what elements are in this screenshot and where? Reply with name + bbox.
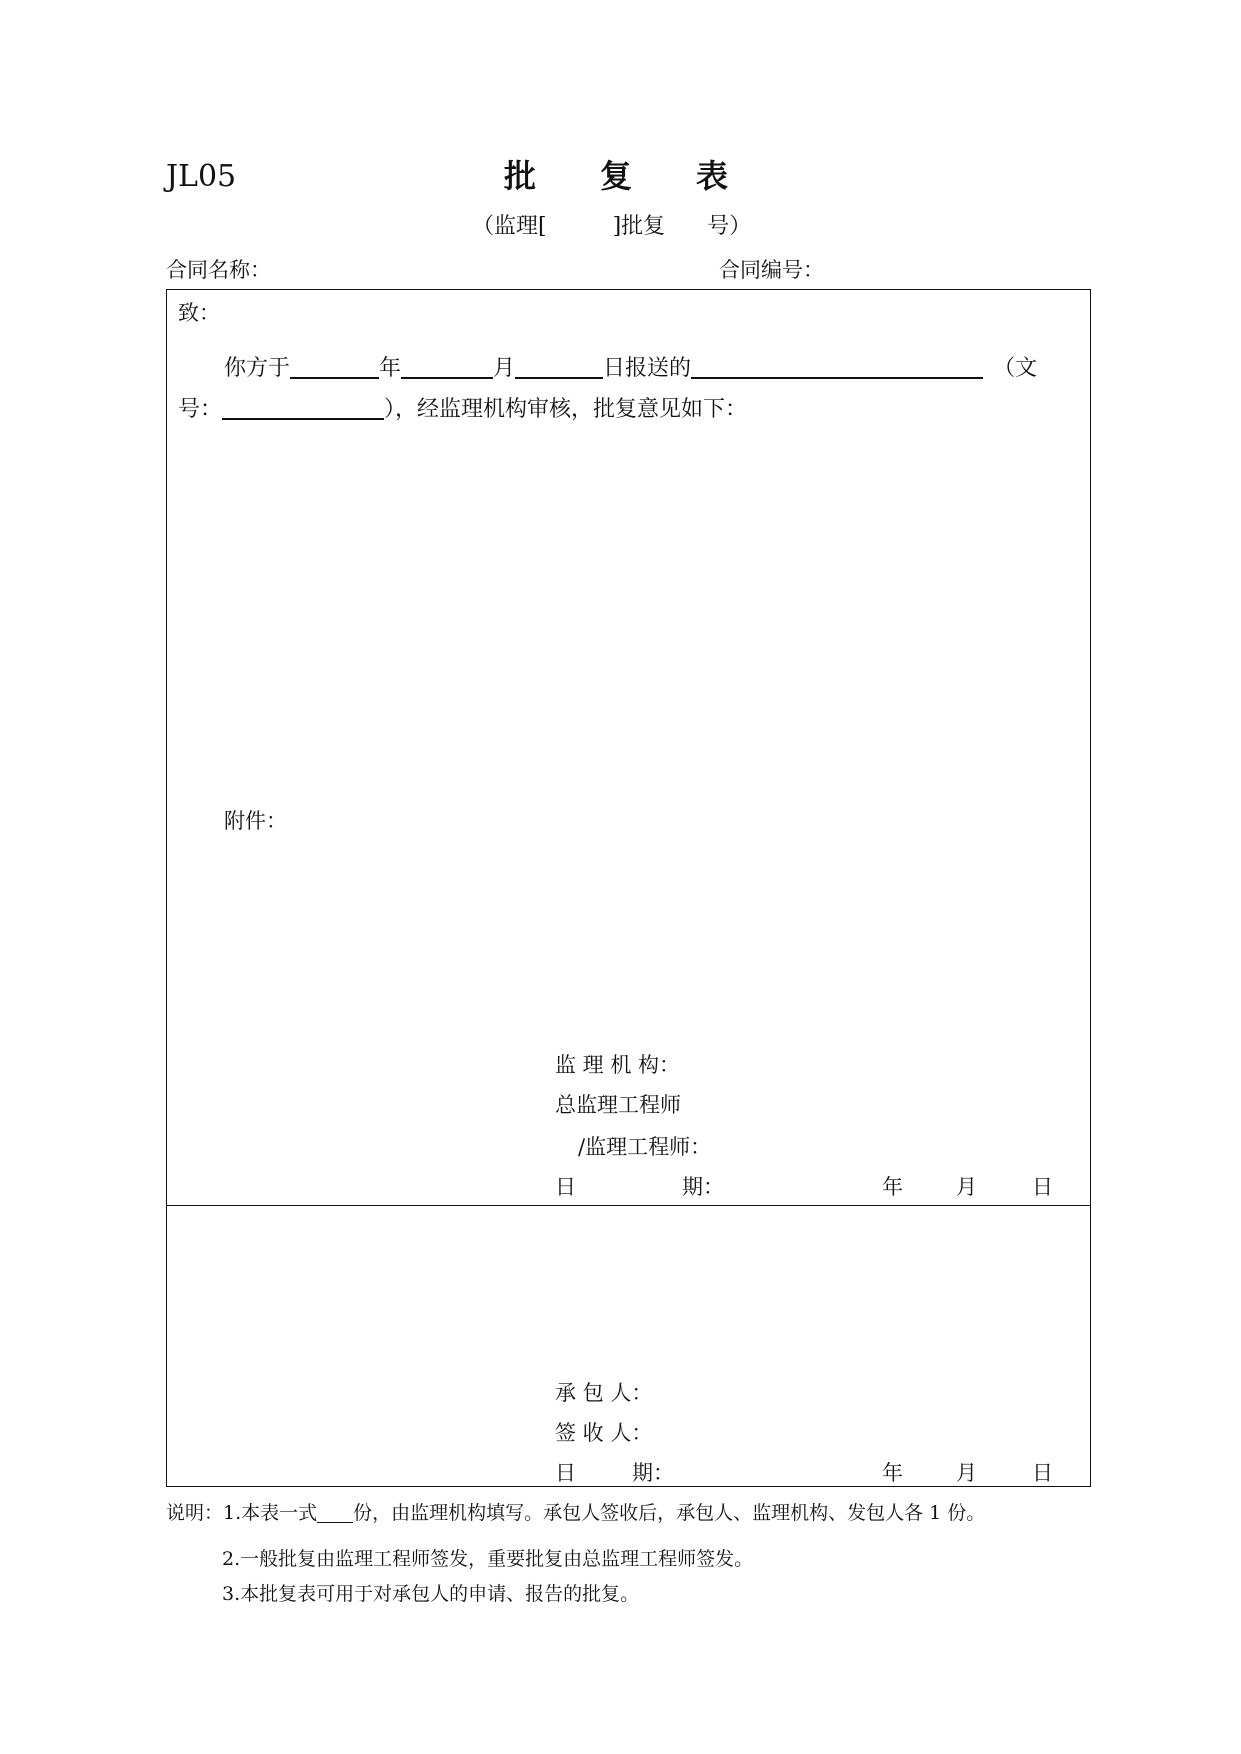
- document-number-line: [472, 214, 751, 240]
- contractor-label: 承 包 人：: [555, 1381, 653, 1405]
- note-1-prefix: 说明：1.本表一式: [166, 1502, 318, 1524]
- month-text: 月: [493, 356, 516, 381]
- note-1-suffix: 份，由监理机构填写。承包人签收后，承包人、监理机构、发包人各 1 份。: [353, 1502, 986, 1524]
- month-label-2: 月: [956, 1461, 977, 1485]
- submission-text-1: 你方于: [224, 356, 291, 381]
- form-code: JL05: [166, 159, 237, 194]
- date-label-a-1: 日: [555, 1175, 576, 1199]
- subtitle-suffix: 号）: [707, 214, 752, 239]
- engineer-label: /监理工程师：: [578, 1135, 712, 1159]
- day-label-2: 日: [1032, 1461, 1053, 1485]
- copies-blank[interactable]: [317, 1504, 353, 1523]
- day-blank[interactable]: [515, 357, 603, 379]
- note-3: 3.本批复表可用于对承包人的申请、报告的批复。: [222, 1583, 640, 1605]
- attachment-label: 附件：: [224, 809, 287, 833]
- contract-name-label: 合同名称：: [166, 258, 271, 282]
- doc-no-blank[interactable]: [222, 398, 384, 420]
- page-title: 批 复 表: [504, 157, 729, 195]
- form-table: [166, 289, 1091, 1487]
- document-blank[interactable]: [691, 357, 983, 379]
- date-label-b-2: 期：: [632, 1461, 674, 1485]
- year-text: 年: [379, 356, 402, 381]
- year-label-2: 年: [882, 1461, 903, 1485]
- to-label: 致：: [178, 301, 220, 325]
- note-2: 2.一般批复由监理工程师签发，重要批复由总监理工程师签发。: [222, 1548, 754, 1570]
- contract-no-label: 合同编号：: [719, 258, 824, 282]
- year-label-1: 年: [882, 1175, 903, 1199]
- date-label-b-1: 期：: [682, 1175, 724, 1199]
- note-1: [166, 1501, 985, 1525]
- subtitle-prefix: （监理[: [472, 214, 547, 239]
- subtitle-middle: ]批复: [612, 214, 666, 239]
- chief-engineer-label: 总监理工程师: [555, 1093, 681, 1117]
- year-blank[interactable]: [290, 357, 379, 379]
- month-label-1: 月: [956, 1175, 977, 1199]
- doc-paren-text: （文: [993, 356, 1038, 381]
- submission-line-2: [178, 397, 747, 423]
- section-divider: [166, 1205, 1091, 1206]
- doc-no-label: 号：: [178, 397, 223, 422]
- submission-line-1: [224, 356, 1037, 382]
- receiver-label: 签 收 人：: [555, 1421, 653, 1445]
- day-label-1: 日: [1032, 1175, 1053, 1199]
- month-blank[interactable]: [401, 357, 493, 379]
- day-submitted-text: 日报送的: [603, 356, 692, 381]
- supervision-org-label: 监 理 机 构：: [555, 1053, 681, 1077]
- date-label-a-2: 日: [555, 1461, 576, 1485]
- approval-text: ），经监理机构审核，批复意见如下：: [384, 397, 748, 422]
